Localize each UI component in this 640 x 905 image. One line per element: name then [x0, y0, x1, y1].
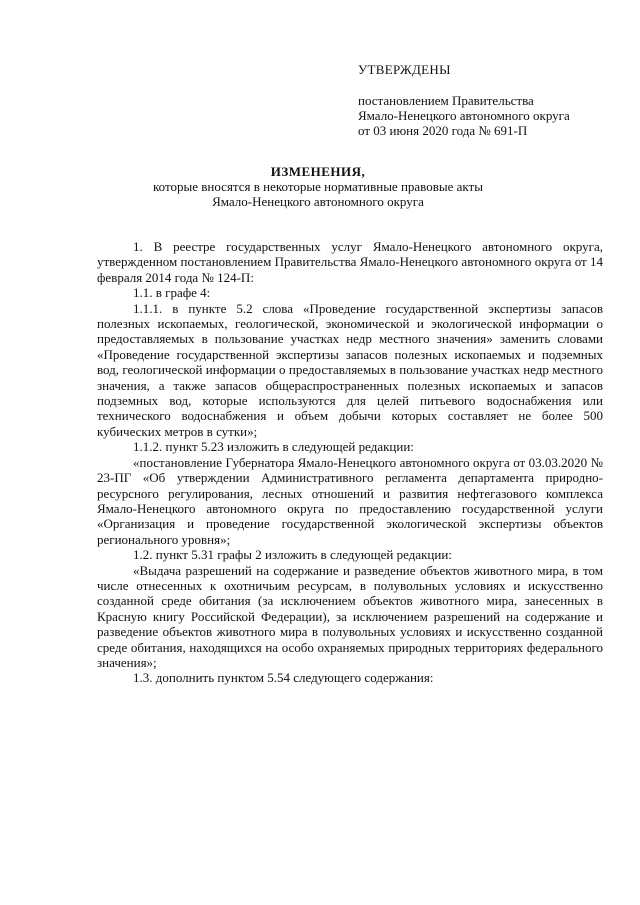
document-subtitle-line-1: которые вносятся в некоторые нормативные правовые акты	[153, 179, 483, 194]
approval-line-1: постановлением Правительства	[358, 93, 534, 108]
document-subtitle-line-2: Ямало-Ненецкого автономного округа	[212, 194, 424, 209]
paragraph-quote-1: «постановление Губернатора Ямало-Ненецкого автономного округа от 03.03.2020 № 23-ПГ «Об утверждении Административного регламента департамента природно-ресурсного регулирования, лесных отношений и развития нефтегазового комплекса Ямало-Ненецкого автономного округа по предоставлению государственной услуги «Организация и проведение государственной экологической экспертизы объектов регионального уровня»;	[97, 454, 603, 547]
document-body	[97, 239, 603, 686]
paragraph-1-2: 1.2. пункт 5.31 графы 2 изложить в следующей редакции:	[133, 547, 452, 563]
approval-block	[358, 62, 618, 138]
approval-line-2: Ямало-Ненецкого автономного округа	[358, 108, 570, 123]
paragraph-1-1-1: 1.1.1. в пункте 5.2 слова «Проведение государственной экспертизы запасов полезных ископаемых, геологической, экономической и экологической информации о предоставляемых в пользование участках недр местного значения» заменить словами «Проведение государственной экспертизы запасов полезных ископаемых и подземных вод, геологической информации о предоставляемых в пользование участках недр местного значения, а также запасов общераспространенных полезных ископаемых и запасов подземных вод, которые используются для целей питьевого водоснабжения или технического водоснабжения и объем добычи которых составляет не более 500 кубических метров в сутки»;	[97, 300, 603, 439]
approval-line-3: от 03 июня 2020 года № 691-П	[358, 123, 528, 138]
paragraph-1-1: 1.1. в графе 4:	[133, 285, 211, 301]
paragraph-1: 1. В реестре государственных услуг Ямало-Ненецкого автономного округа, утвержденном постановлением Правительства Ямало-Ненецкого автономного округа от 14 февраля 2014 года № 124-П:	[97, 239, 603, 285]
paragraph-1-1-2: 1.1.2. пункт 5.23 изложить в следующей редакции:	[133, 439, 414, 455]
paragraph-quote-2: «Выдача разрешений на содержание и разведение объектов животного мира, в том числе отнесенных к охотничьим ресурсам, в полувольных условиях и искусственно созданной среде обитания (за исключением объектов животного мира, занесенных в Красную книгу Российской Федерации), за исключением разрешений на содержание и разведение объектов животного мира в полувольных условиях и искусственно созданной среде обитания, находящихся на особо охраняемых природных территориях федерального значения»;	[97, 562, 603, 670]
title-block	[96, 164, 540, 209]
document-title: ИЗМЕНЕНИЯ,	[270, 164, 366, 179]
paragraph-1-3: 1.3. дополнить пунктом 5.54 следующего содержания:	[133, 670, 434, 686]
approval-heading: УТВЕРЖДЕНЫ	[358, 62, 451, 77]
